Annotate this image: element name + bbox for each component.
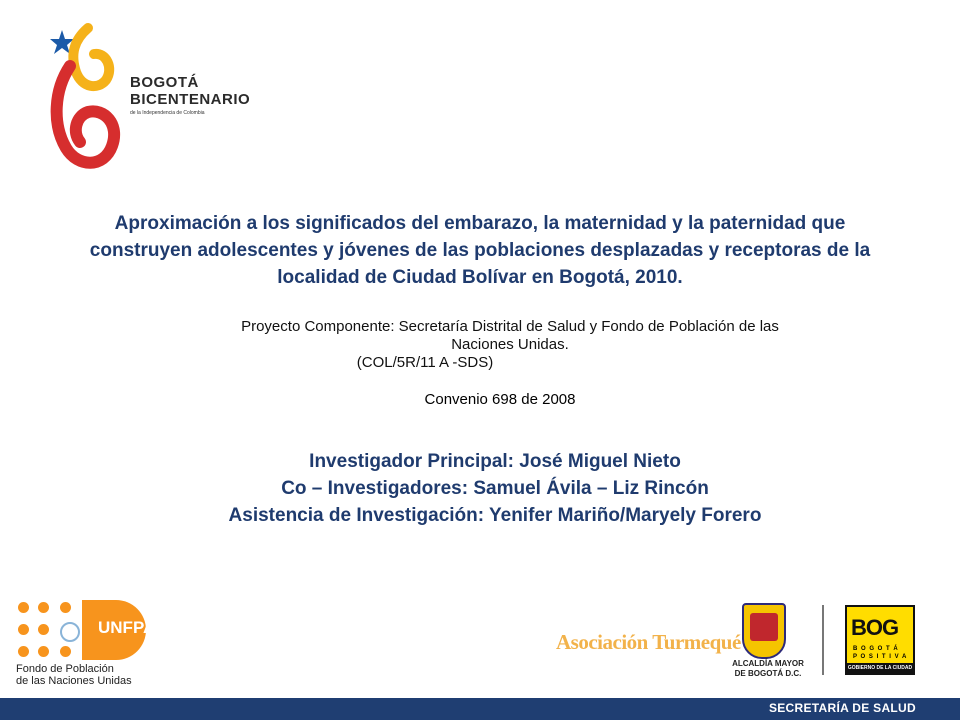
bog-subtitle — [853, 645, 907, 661]
unfpa-dot — [38, 624, 49, 635]
investigators-block — [40, 448, 950, 529]
title-line: localidad de Ciudad Bolívar en Bogotá, 2010. — [277, 267, 683, 288]
project-line: Naciones Unidas. — [451, 336, 569, 353]
convenio-text: Convenio 698 de 2008 — [424, 391, 576, 408]
bicentenario-line1: BOGOTÁ — [130, 74, 199, 91]
bog-subtitle-line: B O G O T Á — [853, 646, 899, 652]
unfpa-caption-line: Fondo de Población — [16, 663, 114, 675]
asociacion-turmeque-logo: Asociación Turmequé — [556, 630, 741, 654]
unfpa-logo — [16, 600, 156, 690]
bogota-positiva-logo — [845, 605, 915, 675]
unfpa-caption-line: de las Naciones Unidas — [16, 675, 132, 687]
footer-bar — [0, 698, 960, 720]
bogota-bicentenario-logo — [40, 20, 255, 180]
bog-subtitle-line: P O S I T I V A — [853, 654, 908, 660]
investigator-line: Asistencia de Investigación: Yenifer Mariño/Maryely Forero — [228, 505, 762, 526]
title-line: Aproximación a los significados del embarazo, la maternidad y la paternidad que — [114, 213, 846, 234]
title-line: construyen adolescentes y jóvenes de las poblaciones desplazadas y receptoras de la — [89, 240, 871, 261]
footer-text: SECRETARÍA DE SALUD — [768, 701, 916, 715]
unfpa-dot — [18, 602, 29, 613]
bog-word: BOG — [851, 615, 899, 640]
unfpa-dot — [38, 646, 49, 657]
unfpa-dot — [38, 602, 49, 613]
logo-divider — [822, 605, 824, 675]
page-title — [40, 210, 920, 291]
unfpa-dot — [60, 602, 71, 613]
coat-of-arms-icon — [742, 603, 786, 659]
project-line: Proyecto Componente: Secretaría Distrital de Salud y Fondo de Población de las — [241, 318, 779, 335]
alcaldia-text — [728, 659, 808, 679]
investigator-line: Co – Investigadores: Samuel Ávila – Liz Rincón — [281, 478, 709, 499]
project-description — [170, 318, 850, 372]
bicentenario-tagline: de la Independencia de Colombia — [130, 110, 205, 116]
alcaldia-line: DE BOGOTÁ D.C. — [734, 669, 802, 678]
alcaldia-bogota-logo — [728, 603, 808, 683]
bog-bar: GOBIERNO DE LA CIUDAD — [847, 665, 913, 671]
unfpa-badge-text: UNFPA — [98, 618, 156, 637]
un-globe-icon — [60, 622, 80, 642]
project-code: (COL/5R/11 A -SDS) — [356, 354, 494, 371]
bicentenario-emblem-icon — [40, 20, 130, 180]
unfpa-caption — [16, 663, 132, 687]
unfpa-dot — [18, 646, 29, 657]
investigator-line: Investigador Principal: José Miguel Nieto — [309, 451, 681, 472]
unfpa-dot — [60, 646, 71, 657]
bicentenario-line2: BICENTENARIO — [130, 91, 251, 108]
eagle-icon — [750, 613, 778, 641]
alcaldia-line: ALCALDÍA MAYOR — [732, 659, 804, 668]
unfpa-dot — [18, 624, 29, 635]
